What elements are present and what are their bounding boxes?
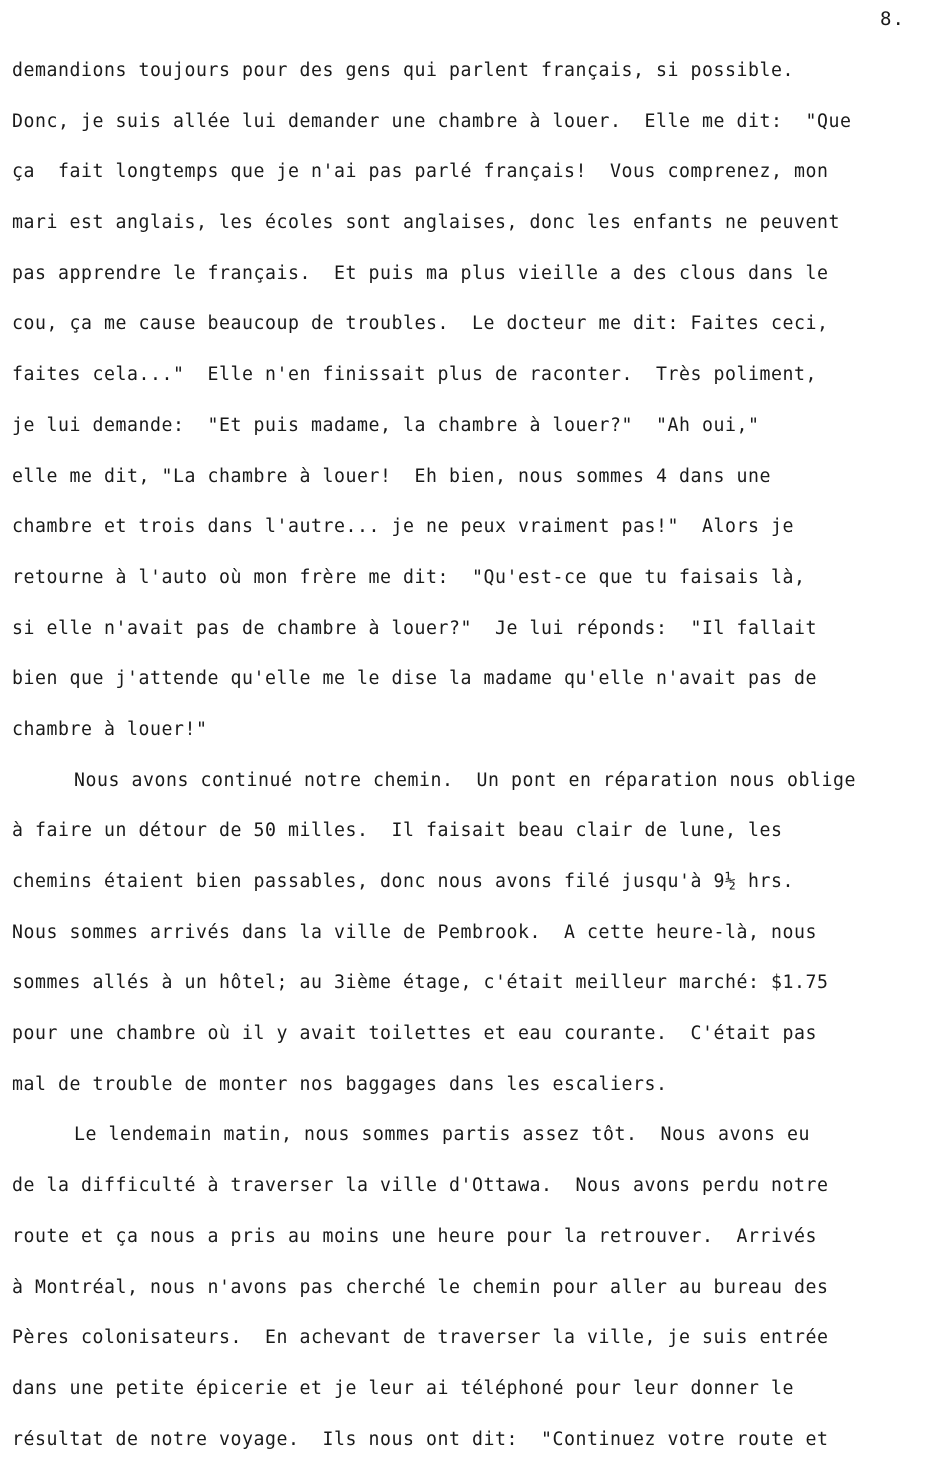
text-line: sommes allés à un hôtel; au 3ième étage, c'était meilleur marché: $1.75 [12,972,829,994]
text-line: chemins étaient bien passables, donc nous avons filé jusqu'à 9½ hrs. [12,871,794,892]
text-line: Le lendemain matin, nous sommes partis assez tôt. Nous avons eu [74,1124,810,1146]
text-line: ça fait longtemps que je n'ai pas parlé français! Vous comprenez, mon [12,161,829,183]
text-line: résultat de notre voyage. Ils nous ont dit: "Continuez votre route et [12,1428,829,1450]
text-line: dans une petite épicerie et je leur ai téléphoné pour leur donner le [12,1377,794,1399]
page-number: 8. [880,8,905,30]
text-line: cou, ça me cause beaucoup de troubles. Le docteur me dit: Faites ceci, [12,313,829,335]
text-line: Nous avons continué notre chemin. Un pont en réparation nous oblige [74,769,856,791]
text-line: de la difficulté à traverser la ville d'Ottawa. Nous avons perdu notre [12,1175,829,1197]
text-line: Pères colonisateurs. En achevant de traverser la ville, je suis entrée [12,1327,829,1349]
text-line: retourne à l'auto où mon frère me dit: "Qu'est-ce que tu faisais là, [12,566,806,588]
text-line: à faire un détour de 50 milles. Il faisait beau clair de lune, les [12,820,783,842]
text-line: pas apprendre le français. Et puis ma plus vieille a des clous dans le [12,262,829,284]
text-line: demandions toujours pour des gens qui parlent français, si possible. [12,60,794,81]
text-line: elle me dit, "La chambre à louer! Eh bien, nous sommes 4 dans une [12,465,771,487]
text-line: chambre et trois dans l'autre... je ne peux vraiment pas!" Alors je [12,516,794,538]
text-line: bien que j'attende qu'elle me le dise la madame qu'elle n'avait pas de [12,668,817,690]
text-line: si elle n'avait pas de chambre à louer?" Je lui réponds: "Il fallait [12,617,817,639]
text-line: mal de trouble de monter nos baggages dans les escaliers. [12,1073,668,1095]
text-line: Donc, je suis allée lui demander une chambre à louer. Elle me dit: "Que [12,110,852,132]
text-line: je lui demande: "Et puis madame, la chambre à louer?" "Ah oui," [12,414,760,436]
text-line: pour une chambre où il y avait toilettes et eau courante. C'était pas [12,1023,817,1045]
text-line: faites cela..." Elle n'en finissait plus de raconter. Très poliment, [12,364,817,386]
body-text [12,56,937,1475]
text-line: mari est anglais, les écoles sont anglaises, donc les enfants ne peuvent [12,212,840,234]
text-line: Nous sommes arrivés dans la ville de Pembrook. A cette heure-là, nous [12,921,817,943]
text-line: route et ça nous a pris au moins une heure pour la retrouver. Arrivés [12,1225,817,1247]
text-line: à Montréal, nous n'avons pas cherché le chemin pour aller au bureau des [12,1276,829,1298]
text-line: chambre à louer!" [12,718,208,740]
